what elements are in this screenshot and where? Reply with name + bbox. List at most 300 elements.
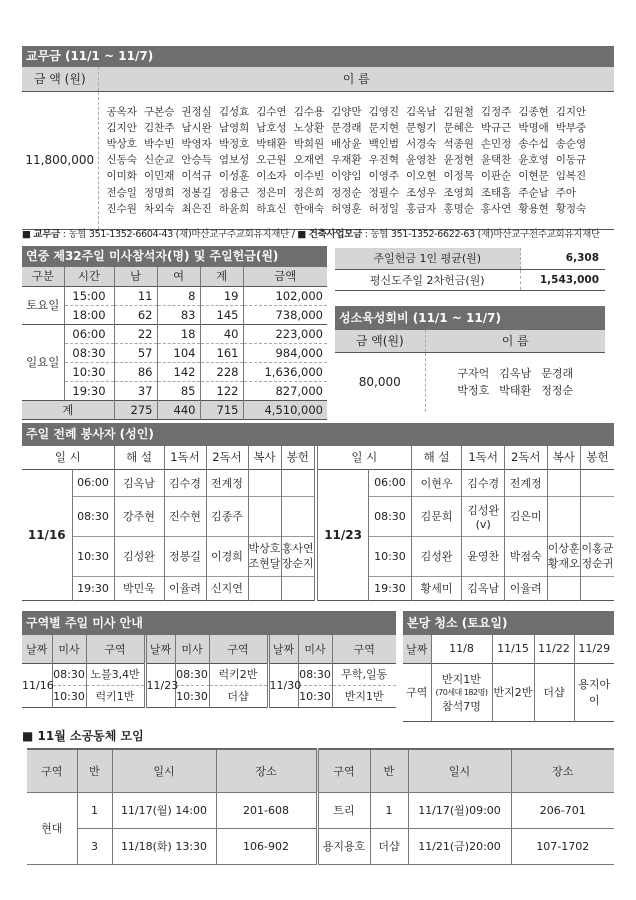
date-cell: 11/8 [431, 635, 492, 663]
donor-name: 구본승 [143, 105, 175, 118]
header-cell: 2독서 [206, 446, 248, 469]
offering-names [98, 91, 614, 229]
header-cell: 복사 [248, 446, 281, 469]
name: 홍사연 [281, 542, 314, 555]
donor-name: 허정일 [368, 202, 399, 215]
altar-server-cell [547, 536, 580, 576]
time-cell: 19:30 [369, 576, 412, 600]
header-cell: 봉헌 [580, 446, 614, 469]
donor-name: 정용근 [218, 186, 250, 199]
name: 박정호 [457, 384, 490, 398]
time-cell: 10:30 [175, 685, 209, 707]
date-cell: 11/23 [145, 663, 175, 707]
donor-name: 이미화 [106, 170, 137, 183]
header-cell: 미사 [175, 635, 209, 663]
reader2-cell: 박점숙 [504, 536, 547, 576]
donor-name: 윤택찬 [480, 154, 512, 167]
area-name: 반지1반 [442, 672, 481, 686]
header-cell: 날짜 [268, 635, 298, 663]
women-cell: 8 [157, 286, 200, 305]
donor-name: 정정순 [331, 186, 362, 199]
donor-name: 신순교 [143, 154, 175, 167]
date-cell: 11/23 [318, 469, 369, 600]
header-cell: 구역 [209, 635, 268, 663]
donor-name: 문지현 [368, 121, 399, 134]
time-cell: 19:30 [72, 576, 114, 600]
header-cell: 장소 [511, 749, 614, 792]
area-cell: 럭키2반 [209, 663, 268, 685]
time-cell: 08:30 [298, 663, 332, 685]
women-cell: 18 [157, 324, 200, 343]
men-total: 275 [114, 400, 157, 419]
servers-table-1116 [22, 446, 314, 601]
account-info [22, 226, 622, 240]
donor-name: 백인범 [368, 137, 399, 150]
donor-name: 안승득 [181, 154, 212, 167]
donor-name: 하윤희 [218, 202, 250, 215]
offering-summary [335, 248, 605, 291]
date-cell: 11/22 [534, 635, 574, 663]
commentator-cell: 황세미 [411, 576, 462, 600]
account-b-text: : 농협 351-1352-6622-63 (재)마산교구천주교회유지재단 [362, 229, 600, 240]
header-cell: 남 [114, 267, 157, 286]
donor-name: 박명애 [518, 121, 549, 134]
time-cell: 10:30 [52, 685, 86, 707]
area-cell: 반지2반 [492, 663, 534, 721]
when-cell: 11/17(월)09:00 [408, 792, 511, 828]
donor-name: 허영훈 [331, 202, 362, 215]
name: 이홍균 [581, 542, 614, 555]
name: 정정순 [541, 384, 574, 398]
name: 정순귀 [581, 557, 614, 570]
donor-name: 김성효 [218, 105, 250, 118]
donor-name: 김영진 [368, 105, 399, 118]
donor-name: 김지안 [106, 121, 137, 134]
donor-name: 전승일 [106, 186, 137, 199]
header-cell: 반 [370, 749, 408, 792]
men-cell: 22 [114, 324, 157, 343]
commentator-cell: 강주현 [114, 496, 164, 536]
area-cell: 용지아이 [578, 678, 611, 707]
donor-name: 정은희 [293, 186, 325, 199]
offertory-cell [580, 576, 614, 600]
attendance-section [22, 246, 327, 420]
altar-server-cell [547, 496, 580, 536]
donor-name: 문경래 [331, 121, 362, 134]
area-cell: 현대 [27, 792, 77, 864]
reader1-cell: 윤영찬 [462, 536, 505, 576]
reader2-cell: 이율려 [504, 576, 547, 600]
donor-name: 정은미 [256, 186, 287, 199]
col-names: 이 름 [425, 330, 605, 352]
offering-title: 교무금 (11/1 ~ 11/7) [22, 46, 614, 67]
name: 김옥남 [499, 367, 532, 381]
place-cell: 106-902 [216, 828, 317, 864]
donor-name: 차외숙 [143, 202, 175, 215]
servers-title: 주일 전례 봉사자 (성인) [22, 423, 614, 446]
when-cell: 11/17(월) 14:00 [112, 792, 216, 828]
place-cell: 107-1702 [536, 839, 590, 853]
small-groups-title: ■ 11월 소공동체 모임 [22, 729, 144, 743]
table-row [318, 469, 614, 496]
amount-cell: 102,000 [275, 288, 323, 303]
header-cell: 미사 [52, 635, 86, 663]
donor-name: 서경숙 [406, 137, 437, 150]
area-mass-section [22, 611, 396, 708]
time-cell: 08:30 [52, 663, 86, 685]
name: 박상호 [248, 542, 281, 555]
total-cell: 122 [200, 381, 243, 400]
area-cell: 무학,일동 [341, 668, 388, 681]
donor-name: 남시완 [181, 121, 212, 134]
place-cell: 206-701 [539, 803, 586, 817]
table-row [22, 381, 327, 400]
time-cell: 10:30 [369, 536, 412, 576]
donor-name: 우진혁 [368, 154, 399, 167]
time-cell: 10:30 [72, 536, 114, 576]
men-cell: 62 [114, 305, 157, 324]
donor-name: 황정숙 [555, 202, 587, 215]
col-amount: 금 액(원) [335, 330, 425, 352]
donor-name: 박영자 [181, 137, 212, 150]
time-cell: 06:00 [64, 324, 114, 343]
men-cell: 57 [114, 343, 157, 362]
donor-name: 주순남 [518, 186, 549, 199]
donor-name: 노상환 [293, 121, 325, 134]
date-cell: 11/15 [492, 635, 534, 663]
time-cell: 10:30 [64, 362, 114, 381]
table-row [22, 685, 396, 707]
header-cell: 장소 [216, 749, 317, 792]
time-cell: 19:30 [64, 381, 114, 400]
offertory-cell [281, 496, 314, 536]
donor-name: 윤정현 [443, 154, 474, 167]
total-cell: 161 [200, 343, 243, 362]
table-row [27, 792, 614, 828]
table-row [22, 324, 327, 343]
amount-cell: 827,000 [275, 383, 323, 398]
reader2-cell: 전계정 [504, 469, 547, 496]
donor-name: 송수섭 [518, 137, 549, 150]
date-label: 날짜 [403, 635, 431, 663]
donor-name: 김종현 [518, 105, 549, 118]
header-cell: 날짜 [22, 635, 52, 663]
total-cell: 145 [200, 305, 243, 324]
amount-cell: 738,000 [275, 307, 323, 322]
reader1-cell: 진수현 [164, 496, 206, 536]
women-total: 440 [157, 400, 200, 419]
reader2-cell: 이경희 [206, 536, 248, 576]
donor-name: 이판순 [480, 170, 512, 183]
name: 박태환 [499, 384, 532, 398]
account-b-label: 건축사업모금 [308, 229, 363, 240]
header-cell: 복사 [547, 446, 580, 469]
sunday-label: 일요일 [22, 324, 64, 400]
date-cell: 11/16 [22, 663, 52, 707]
ban-cell: 더샵 [370, 828, 408, 864]
area-cell: 반지1반 [344, 690, 384, 703]
ban-cell: 1 [370, 792, 408, 828]
header-cell: 구역 [27, 749, 77, 792]
time-cell: 18:00 [64, 305, 114, 324]
cleaning-title: 본당 청소 (토요일) [403, 611, 614, 635]
donor-name: 이정목 [443, 170, 474, 183]
amount-cell: 1,636,000 [264, 364, 323, 379]
commentator-cell: 박민욱 [114, 576, 164, 600]
cleaning-section [403, 611, 614, 722]
donor-name: 윤영찬 [406, 154, 437, 167]
donor-name: 손민정 [480, 137, 512, 150]
donor-name: 조성우 [406, 186, 437, 199]
header-cell: 일시 [112, 749, 216, 792]
altar-server-cell [248, 496, 281, 536]
date-cell: 11/29 [574, 635, 614, 663]
table-row [22, 362, 327, 381]
time-cell: 08:30 [64, 343, 114, 362]
header-cell: 미사 [298, 635, 332, 663]
ban-cell: 3 [77, 828, 112, 864]
reader2-cell: 전계정 [206, 469, 248, 496]
time-cell: 08:30 [72, 496, 114, 536]
col-amount: 금 액 (원) [22, 67, 98, 91]
commentator-cell: 김옥남 [114, 469, 164, 496]
donor-name: 주아 [555, 186, 577, 199]
donor-name: 홍명순 [443, 202, 474, 215]
women-cell: 85 [157, 381, 200, 400]
area-cell: 용지용호 [317, 828, 370, 864]
offertory-cell [580, 496, 614, 536]
donor-name: 정명희 [143, 186, 175, 199]
donor-name: 신동숙 [106, 154, 137, 167]
donor-name: 남영희 [218, 121, 250, 134]
when-cell: 11/18(화) 13:30 [112, 828, 216, 864]
small-groups-section [27, 748, 614, 865]
vocation-amount: 80,000 [335, 352, 425, 412]
commentator-cell: 김성완 [114, 536, 164, 576]
donor-name: 박희원 [293, 137, 325, 150]
donor-name: 우재환 [331, 154, 362, 167]
servers-table-1123 [318, 446, 614, 601]
donor-name: 이영주 [368, 170, 399, 183]
table-row [22, 663, 396, 685]
area-cell [431, 663, 492, 721]
vocation-section [335, 306, 605, 412]
donor-name: 홍사연 [480, 202, 512, 215]
donor-name: 하효신 [256, 202, 287, 215]
header-cell: 구분 [22, 267, 64, 286]
attendance-title: 연중 제32주일 미사참석자(명) 및 주일헌금(원) [22, 246, 327, 267]
table-row [22, 469, 314, 496]
donor-name: 진수원 [106, 202, 137, 215]
header-cell: 여 [157, 267, 200, 286]
altar-server-cell [248, 536, 281, 576]
second-collection-label: 평신도주일 2차헌금(원) [335, 269, 520, 290]
men-cell: 11 [114, 286, 157, 305]
donor-name: 조태흠 [480, 186, 512, 199]
donor-name: 김정주 [480, 105, 512, 118]
header-cell: 해 설 [411, 446, 462, 469]
donor-name: 이현문 [518, 170, 549, 183]
donor-name: 박부중 [555, 121, 587, 134]
header-cell: 금액 [243, 267, 327, 286]
donor-name: 김찬주 [143, 121, 175, 134]
header-cell: 1독서 [164, 446, 206, 469]
donor-name: 박수빈 [143, 137, 175, 150]
donor-name: 홍금자 [406, 202, 437, 215]
donor-name: 이수빈 [293, 170, 325, 183]
offertory-cell [281, 576, 314, 600]
header-cell: 구역 [86, 635, 145, 663]
table-row [27, 828, 614, 864]
ban-cell: 1 [77, 792, 112, 828]
donor-name: 이성훈 [218, 170, 250, 183]
donor-name: 김원철 [443, 105, 474, 118]
header-cell: 1독서 [462, 446, 505, 469]
name: 조현달 [248, 557, 281, 570]
reader2-cell: 김은미 [504, 496, 547, 536]
average-value: 6,308 [565, 252, 599, 265]
area-note: (70세대 182명) [435, 687, 488, 697]
donor-name: 최은진 [181, 202, 212, 215]
donor-name: 윤호영 [518, 154, 549, 167]
name: 이상훈 [547, 542, 580, 555]
donor-name: 이오현 [406, 170, 437, 183]
vocation-title: 성소육성회비 (11/1 ~ 11/7) [335, 306, 605, 330]
saturday-label: 토요일 [22, 286, 64, 324]
donor-name: 황용현 [518, 202, 549, 215]
reader1-cell: 김수경 [164, 469, 206, 496]
table-row [22, 286, 327, 305]
donor-name: 석종원 [443, 137, 474, 150]
altar-server-cell [547, 469, 580, 496]
area-cell: 더샵 [209, 685, 268, 707]
donor-name: 남호성 [256, 121, 287, 134]
area-cell: 럭키1반 [86, 685, 145, 707]
altar-server-cell [547, 576, 580, 600]
donor-name: 박상호 [106, 137, 137, 150]
name: 황재오 [547, 557, 580, 570]
time-cell: 06:00 [72, 469, 114, 496]
offering-amount: 11,800,000 [22, 91, 98, 229]
header-cell: 계 [200, 267, 243, 286]
donor-name: 김지안 [555, 105, 587, 118]
date-cell: 11/16 [22, 469, 72, 600]
donor-name: 정필수 [368, 186, 399, 199]
donor-name: 조영희 [443, 186, 474, 199]
average-label: 주일헌금 1인 평균(원) [335, 248, 520, 269]
header-cell: 시간 [64, 267, 114, 286]
header-cell: 구역 [332, 635, 396, 663]
header-cell: 일시 [408, 749, 511, 792]
account-a-label: 교무금 [33, 229, 61, 240]
donor-name: 이양임 [331, 170, 362, 183]
donor-name: 김수연 [256, 105, 287, 118]
reader1-cell: 정봉길 [164, 536, 206, 576]
offertory-cell [281, 536, 314, 576]
reader1-cell: 김성완(v) [462, 496, 505, 536]
amount-cell: 223,000 [275, 326, 323, 341]
table-row [22, 343, 327, 362]
donor-name: 김옥남 [406, 105, 437, 118]
donor-name: 박규근 [480, 121, 512, 134]
liturgy-servers-section [22, 423, 614, 601]
name: 구자억 [457, 367, 490, 381]
donor-name: 임복진 [555, 170, 587, 183]
reader2-cell: 김종주 [206, 496, 248, 536]
time-cell: 06:00 [369, 469, 412, 496]
donor-name: 배상윤 [331, 137, 362, 150]
donor-name: 박태환 [256, 137, 287, 150]
donor-name: 염보성 [218, 154, 250, 167]
date-cell: 11/30 [268, 663, 298, 707]
amount-cell: 984,000 [275, 345, 323, 360]
when-cell: 11/21(금)20:00 [408, 828, 511, 864]
area-label: 구역 [403, 663, 431, 721]
donor-name: 오재연 [293, 154, 325, 167]
area-mass-table [22, 635, 396, 708]
donor-name: 이민재 [143, 170, 175, 183]
donor-name: 김양만 [331, 105, 362, 118]
name: 문경래 [541, 367, 574, 381]
donor-name: 김수용 [293, 105, 325, 118]
header-cell: 일 시 [22, 446, 114, 469]
donor-name: 오근원 [256, 154, 287, 167]
header-cell: 구역 [317, 749, 370, 792]
women-cell: 83 [157, 305, 200, 324]
women-cell: 142 [157, 362, 200, 381]
commentator-cell: 이현우 [411, 469, 462, 496]
donor-name: 문형기 [406, 121, 437, 134]
donor-name: 한애숙 [293, 202, 325, 215]
women-cell: 104 [157, 343, 200, 362]
offertory-cell [580, 536, 614, 576]
header-cell: 일 시 [318, 446, 411, 469]
vocation-names [425, 352, 605, 412]
table-row [22, 305, 327, 324]
offering-section [22, 46, 614, 230]
account-a-text: : 농협 351-1352-6604-43 (재)마산교구주교회유지재단 / [60, 229, 298, 240]
time-cell: 08:30 [369, 496, 412, 536]
bullet-icon: ■ [297, 229, 307, 240]
donor-name: 이석규 [181, 170, 212, 183]
col-names: 이 름 [98, 67, 614, 91]
total-cell: 40 [200, 324, 243, 343]
amount-total: 4,510,000 [243, 400, 327, 419]
area-cell: 트리 [317, 792, 370, 828]
second-collection-value: 1,543,000 [539, 273, 599, 286]
area-cell: 노블3,4반 [86, 663, 145, 685]
time-cell: 15:00 [64, 286, 114, 305]
reader1-cell: 김수경 [462, 469, 505, 496]
offertory-cell [281, 469, 314, 496]
donor-name: 문혜은 [443, 121, 474, 134]
attendance-note: 참석7명 [442, 699, 481, 713]
area-mass-title: 구역별 주일 미사 안내 [22, 611, 396, 635]
reader1-cell: 김옥남 [462, 576, 505, 600]
commentator-cell: 김성완 [411, 536, 462, 576]
total-cell: 228 [200, 362, 243, 381]
donor-name: 공옥자 [106, 105, 137, 118]
total-label: 계 [22, 400, 114, 419]
header-cell: 2독서 [504, 446, 547, 469]
altar-server-cell [248, 469, 281, 496]
donor-name: 이소자 [256, 170, 287, 183]
grand-total: 715 [200, 400, 243, 419]
bullet-icon: ■ [22, 229, 31, 240]
offertory-cell [580, 469, 614, 496]
header-cell: 봉헌 [281, 446, 314, 469]
area-cell: 더샵 [534, 663, 574, 721]
